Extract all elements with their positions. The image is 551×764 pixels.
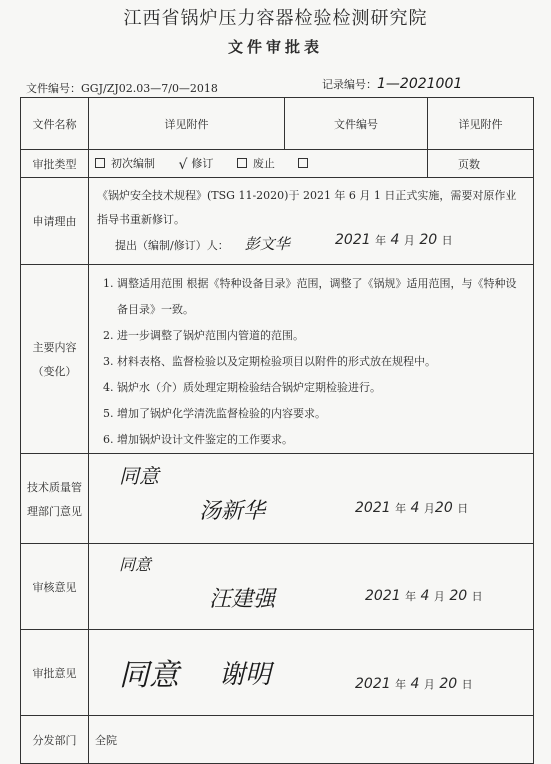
- checkbox-icon: [237, 158, 247, 168]
- tech-dept-cell: [89, 454, 534, 544]
- option-abolish[interactable]: 废止: [237, 157, 275, 170]
- checkbox-icon: [298, 158, 308, 168]
- content-cell: [89, 265, 534, 454]
- content-label: 主要内容 （变化）: [21, 265, 89, 454]
- list-item: 3. 材料表格、监督检验以及定期检验项目以附件的形式放在规程中。: [117, 349, 527, 375]
- checkbox-icon: [95, 158, 105, 168]
- file-name-value: 详见附件: [89, 98, 285, 150]
- approve-opinion: 同意: [119, 658, 179, 693]
- approval-form-table: [20, 97, 534, 764]
- file-code-value: 详见附件: [428, 98, 534, 150]
- list-item: 6. 增加锅炉设计文件鉴定的工作要求。: [117, 427, 527, 453]
- record-number-value: 1—2021001: [377, 76, 463, 92]
- approve-label: 审批意见: [21, 630, 89, 716]
- list-item: 4. 锅炉水（介）质处理定期检验结合锅炉定期检验进行。: [117, 375, 527, 401]
- pages-label: 页数: [458, 157, 480, 171]
- option-initial[interactable]: 初次编制: [95, 157, 155, 170]
- content-list: [89, 265, 533, 453]
- approve-date: 2021 年 4 月 20 日: [355, 676, 473, 692]
- option-other[interactable]: [298, 157, 314, 170]
- reason-cell: [89, 178, 534, 265]
- approve-cell: [89, 630, 534, 716]
- reason-text: 《锅炉安全技术规程》(TSG 11-2020)于 2021 年 6 月 1 日正式实施，需要对原作业指导书重新修订。: [97, 189, 517, 226]
- pages-cell: [428, 150, 534, 178]
- file-number-value: GGJ/ZJ02.03—7/0—2018: [81, 82, 218, 95]
- review-date: 2021 年 4 月 20 日: [365, 588, 483, 604]
- review-opinion: 同意: [119, 555, 152, 574]
- dept-value: 全院: [89, 716, 534, 764]
- reason-label: 申请理由: [21, 178, 89, 265]
- option-revise[interactable]: √ 修订: [178, 156, 214, 173]
- file-number-label: 文件编号：: [26, 82, 81, 95]
- record-number: [322, 76, 462, 92]
- tech-date: 2021 年 4 月20 日: [355, 500, 469, 516]
- tech-signature: 汤新华: [199, 499, 266, 524]
- org-title: 江西省锅炉压力容器检验检测研究院: [123, 8, 428, 29]
- record-number-label: 记录编号：: [322, 78, 377, 91]
- file-number: [26, 80, 218, 96]
- tech-opinion: 同意: [119, 464, 159, 488]
- list-item: 2. 进一步调整了锅炉范围内管道的范围。: [117, 323, 527, 349]
- check-mark-icon: √: [178, 156, 188, 173]
- list-item: 5. 增加了锅炉化学清洗监督检验的内容要求。: [117, 401, 527, 427]
- proposer-line: [97, 232, 525, 258]
- dept-label: 分发部门: [21, 716, 89, 764]
- approval-type-label: 审批类型: [21, 150, 89, 178]
- review-cell: [89, 544, 534, 630]
- approval-type-options: [89, 150, 428, 178]
- proposer-signature: 彭文华: [244, 235, 290, 253]
- approve-signature: 谢明: [219, 660, 272, 690]
- file-code-label: 文件编号: [285, 98, 428, 150]
- tech-dept-label: 技术质量管 理部门意见: [21, 454, 89, 544]
- list-item: 1. 调整适用范围 根据《特种设备目录》范围，调整了《锅规》适用范围，与《特种设备目录》一致。: [117, 271, 527, 323]
- review-label: 审核意见: [21, 544, 89, 630]
- form-title: 文件审批表: [227, 38, 323, 56]
- file-name-label: 文件名称: [21, 98, 89, 150]
- review-signature: 汪建强: [209, 587, 276, 612]
- reason-date: 2021 年 4 月 20 日: [335, 232, 453, 248]
- proposer-label: 提出（编制/修订）人：: [115, 239, 229, 252]
